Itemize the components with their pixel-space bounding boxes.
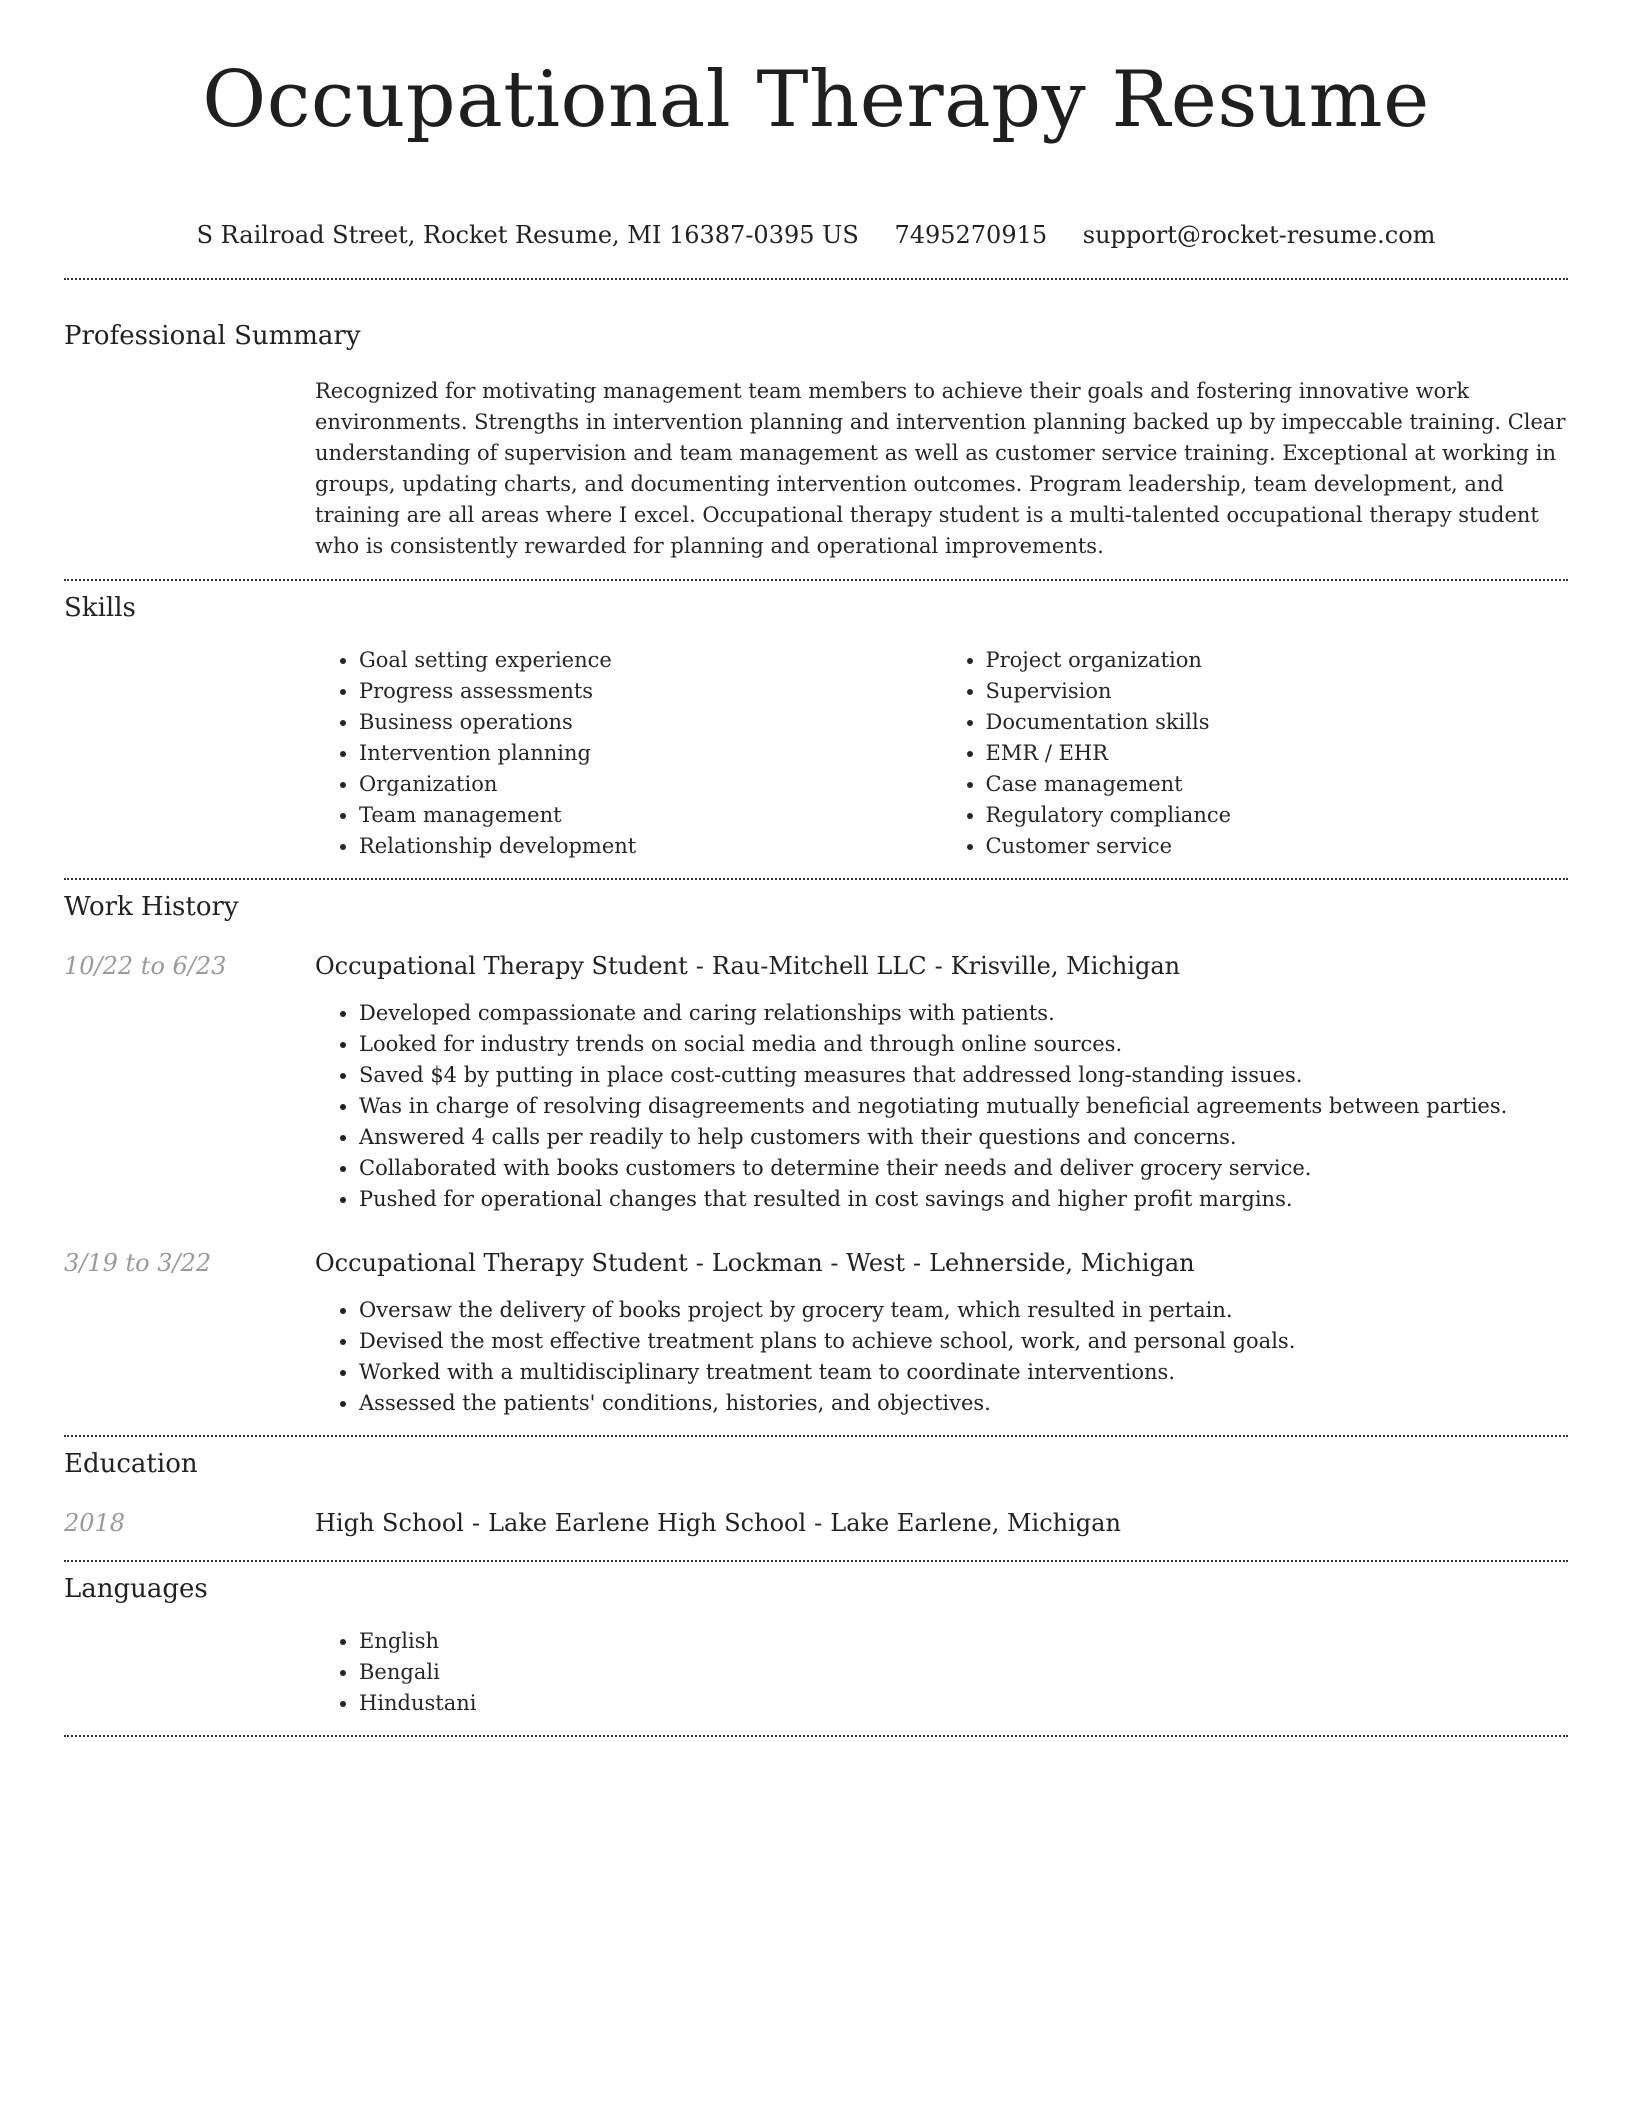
list-item: • Progress assessments: [359, 676, 942, 707]
resume-page: [64, 0, 1568, 1737]
email: support@rocket-resume.com: [1082, 221, 1436, 249]
list-item: • Team management: [359, 800, 942, 831]
separator: -: [471, 1509, 481, 1537]
education-year: 2018: [64, 1509, 126, 1537]
section-title-skills: Skills: [64, 593, 136, 623]
list-item: • Assessed the patients' conditions, histories, and objectives.: [359, 1388, 1568, 1419]
job-position: Occupational Therapy Student: [315, 1249, 688, 1277]
list-item: • Worked with a multidisciplinary treatment team to coordinate interventions.: [359, 1357, 1568, 1388]
separator: -: [934, 952, 943, 980]
list-item: • Documentation skills: [986, 707, 1569, 738]
divider: [64, 1735, 1568, 1737]
resume-title: Occupational Therapy Resume: [202, 55, 1430, 145]
job-bullets: [315, 998, 1568, 1215]
divider: [64, 579, 1568, 581]
job-position: Occupational Therapy Student: [315, 952, 688, 980]
section-title-work: Work History: [64, 892, 239, 922]
separator: -: [814, 1509, 823, 1537]
job-heading: [315, 950, 1568, 982]
job-company: Lockman - West: [711, 1249, 905, 1277]
list-item: • Looked for industry trends on social media and through online sources.: [359, 1029, 1568, 1060]
list-item: • Business operations: [359, 707, 942, 738]
separator: -: [695, 952, 704, 980]
job-company: Rau-Mitchell LLC: [711, 952, 927, 980]
list-item: • Saved $4 by putting in place cost-cutting measures that addressed long-standing issues.: [359, 1060, 1568, 1091]
separator: -: [695, 1249, 704, 1277]
separator: -: [913, 1249, 922, 1277]
summary-text: Recognized for motivating management team members to achieve their goals and fostering innovative work environments. Strengths in intervention planning and intervention planning backed up by impeccable training. Clear understanding of supervision and team management as well as customer service training. Exceptional at working in groups, updating charts, and documenting intervention outcomes. Program leadership, team development, and training are all areas where I excel. Occupational therapy student is a multi-talented occupational therapy student who is consistently rewarded for planning and operational improvements.: [315, 379, 1566, 558]
section-title-summary: Professional Summary: [64, 321, 361, 351]
education-school: Lake Earlene High School: [488, 1509, 807, 1537]
divider: [64, 278, 1568, 280]
education-heading: [315, 1507, 1568, 1539]
list-item: • Goal setting experience: [359, 645, 942, 676]
list-item: • Intervention planning: [359, 738, 942, 769]
divider: [64, 1435, 1568, 1437]
skills-list: [315, 645, 1568, 862]
job-bullets: [315, 1295, 1568, 1419]
list-item: • Collaborated with books customers to determine their needs and deliver grocery service.: [359, 1153, 1568, 1184]
list-item: • Case management: [986, 769, 1569, 800]
job-location: Lehnerside, Michigan: [929, 1249, 1195, 1277]
list-item: • Bengali: [359, 1657, 1568, 1688]
list-item: • Supervision: [986, 676, 1569, 707]
education-location: Lake Earlene, Michigan: [830, 1509, 1121, 1537]
languages-list: [315, 1626, 1568, 1719]
education-entry: [64, 1507, 1568, 1539]
list-item: • Regulatory compliance: [986, 800, 1569, 831]
address: S Railroad Street, Rocket Resume, MI 16387-0395 US: [196, 221, 859, 249]
job-heading: [315, 1247, 1568, 1279]
list-item: • Oversaw the delivery of books project by grocery team, which resulted in pertain.: [359, 1295, 1568, 1326]
job-entry: [64, 1247, 1568, 1419]
list-item: • Customer service: [986, 831, 1569, 862]
list-item: • EMR / EHR: [986, 738, 1569, 769]
list-item: • Pushed for operational changes that resulted in cost savings and higher profit margins.: [359, 1184, 1568, 1215]
list-item: • Developed compassionate and caring relationships with patients.: [359, 998, 1568, 1029]
job-dates: 10/22 to 6/23: [64, 952, 227, 980]
job-entry: [64, 950, 1568, 1215]
skills-column-left: [315, 645, 942, 862]
job-dates: 3/19 to 3/22: [64, 1249, 212, 1277]
list-item: • English: [359, 1626, 1568, 1657]
list-item: • Was in charge of resolving disagreements and negotiating mutually beneficial agreements between parties.: [359, 1091, 1568, 1122]
list-item: • Devised the most effective treatment plans to achieve school, work, and personal goals.: [359, 1326, 1568, 1357]
section-title-education: Education: [64, 1449, 198, 1479]
contact-line: [64, 220, 1568, 250]
list-item: • Hindustani: [359, 1688, 1568, 1719]
divider: [64, 1560, 1568, 1562]
skills-column-right: [942, 645, 1569, 862]
phone: 7495270915: [894, 221, 1048, 249]
list-item: • Answered 4 calls per readily to help customers with their questions and concerns.: [359, 1122, 1568, 1153]
education-degree: High School: [315, 1509, 464, 1537]
divider: [64, 878, 1568, 880]
list-item: • Project organization: [986, 645, 1569, 676]
list-item: • Organization: [359, 769, 942, 800]
list-item: • Relationship development: [359, 831, 942, 862]
job-location: Krisville, Michigan: [950, 952, 1181, 980]
section-title-languages: Languages: [64, 1574, 208, 1604]
